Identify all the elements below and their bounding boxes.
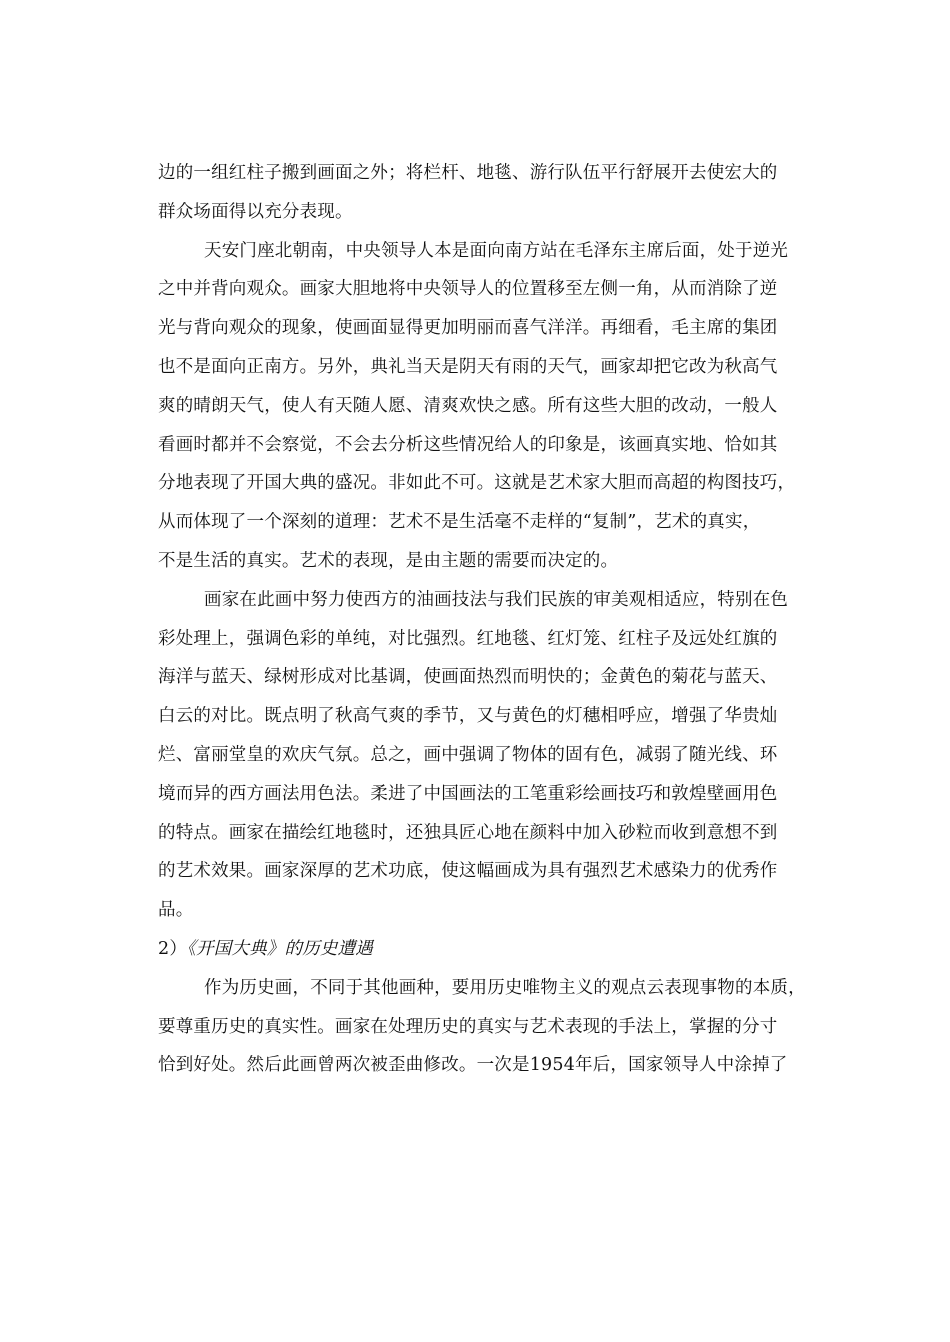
text-line: 烂、富丽堂皇的欢庆气氛。总之，画中强调了物体的固有色，减弱了随光线、环 bbox=[158, 744, 778, 765]
paragraph-2 bbox=[158, 232, 858, 581]
text-line: 作为历史画，不同于其他画种，要用历史唯物主义的观点云表现事物的本质， bbox=[204, 977, 806, 998]
text-line: 品。 bbox=[158, 900, 194, 921]
text-line: 海洋与蓝天、绿树形成对比基调，使画面热烈而明快的；金黄色的菊花与蓝天、 bbox=[158, 667, 778, 688]
section-number: 2） bbox=[158, 938, 188, 959]
text-line: 天安门座北朝南，中央领导人本是面向南方站在毛泽东主席后面，处于逆光 bbox=[204, 240, 789, 261]
text-line: 的特点。画家在描绘红地毯时，还独具匠心地在颜料中加入砂粒而收到意想不到 bbox=[158, 822, 778, 843]
text-line: 彩处理上，强调色彩的单纯，对比强烈。红地毯、红灯笼、红柱子及远处红旗的 bbox=[158, 628, 778, 649]
text-line: 要尊重历史的真实性。画家在处理历史的真实与艺术表现的手法上，掌握的分寸 bbox=[158, 1016, 778, 1037]
text-line: 的艺术效果。画家深厚的艺术功底，使这幅画成为具有强烈艺术感染力的优秀作 bbox=[158, 861, 778, 882]
paragraph-4 bbox=[158, 969, 858, 1085]
text-line: 境而异的西方画法用色法。柔进了中国画法的工笔重彩绘画技巧和敦煌壁画用色 bbox=[158, 783, 778, 804]
text-line: 也不是面向正南方。另外，典礼当天是阴天有雨的天气，画家却把它改为秋高气 bbox=[158, 356, 778, 377]
text-line: 看画时都并不会察觉，不会去分析这些情况给人的印象是，该画真实地、恰如其 bbox=[158, 434, 778, 455]
section-heading bbox=[158, 930, 858, 969]
text-line: 从而体现了一个深刻的道理：艺术不是生活毫不走样的“复制”，艺术的真实， bbox=[158, 512, 761, 533]
paragraph-1 bbox=[158, 154, 858, 232]
text-line: 画家在此画中努力使西方的油画技法与我们民族的审美观相适应，特别在色 bbox=[204, 589, 789, 610]
document-body bbox=[158, 154, 858, 1085]
paragraph-3 bbox=[158, 581, 858, 930]
text-line: 恰到好处。然后此画曾两次被歪曲修改。一次是1954年后，国家领导人中涂掉了 bbox=[158, 1055, 788, 1076]
text-line: 爽的晴朗天气，使人有天随人愿、清爽欢快之感。所有这些大胆的改动，一般人 bbox=[158, 395, 778, 416]
text-line: 分地表现了开国大典的盛况。非如此不可。这就是艺术家大胆而高超的构图技巧， bbox=[158, 473, 796, 494]
text-line: 不是生活的真实。艺术的表现，是由主题的需要而决定的。 bbox=[158, 550, 619, 571]
text-line: 之中并背向观众。画家大胆地将中央领导人的位置移至左侧一角，从而消除了逆 bbox=[158, 279, 778, 300]
section-title: 《开国大典》的历史遭遇 bbox=[187, 938, 373, 959]
text-line: 光与背向观众的现象，使画面显得更加明丽而喜气洋洋。再细看，毛主席的集团 bbox=[158, 318, 778, 339]
text-line: 群众场面得以充分表现。 bbox=[158, 201, 353, 222]
text-line: 边的一组红柱子搬到画面之外；将栏杆、地毯、游行队伍平行舒展开去使宏大的 bbox=[158, 163, 778, 183]
text-line: 白云的对比。既点明了秋高气爽的季节，又与黄色的灯穗相呼应，增强了华贵灿 bbox=[158, 706, 778, 727]
